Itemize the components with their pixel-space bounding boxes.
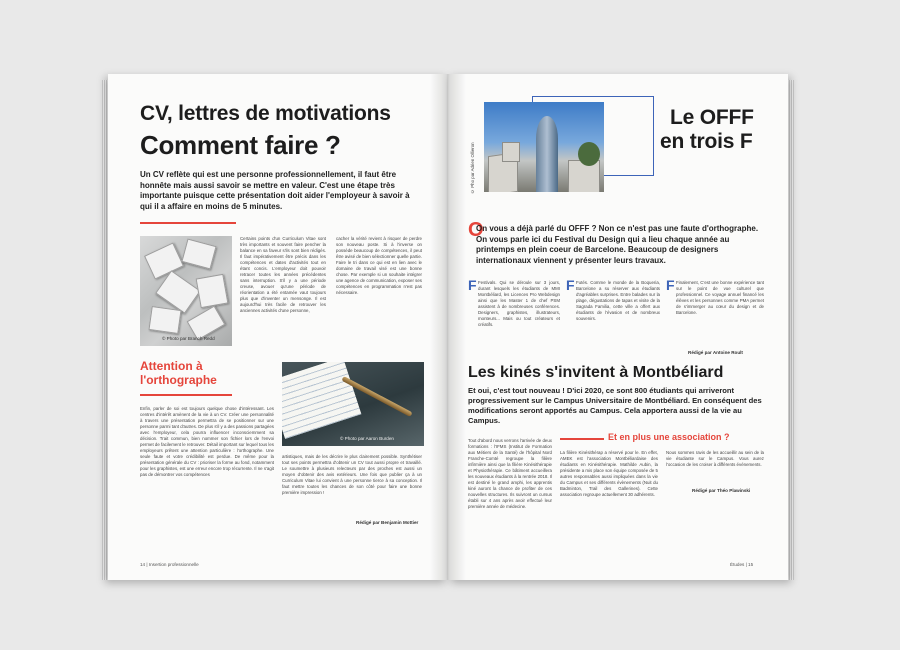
page-folio-right: Études | 15 <box>730 562 754 567</box>
article-credit: Rédigé par Benjamin Mottier <box>356 520 419 525</box>
article-bottom-col1: Enfin, parler de soi est toujours quelque chose d'intéressant. Les centres d'intérêt amènent de la vie à un CV. Créer une personnalité à travers une présentation permettra de se positionner sur une personne parmi tant d'autres. De plus s'il y a des passions partagées avec l'employeur, cela pourra influencer inconsciemment sa décision. Trait commun, bien nommer son fichier lors de l'envoi permet de facilement le retrouver. Détail important sur lequel tous les employeurs prêtent une attention particulière : l'orthographe. Une seule faute et votre crédibilité est perdue. De même pour la présentation générale du CV : prioriser la forme au fond, notamment pour les graphistes, est une erreur encore trop récurrente. Il ne s'agit pas de démontrer vos compétences <box>140 406 274 477</box>
offf-col2: Futés. Comme le monde de la Boqueria, Barcelone a su réserver aux étudiants d'agréables surprises. Entre balades sur la plage, dégustations de tapas et visite de la Sagrada Familia, cette ville a offert aux étudiants de l'évasion et de nombreux souvenirs. <box>576 280 660 321</box>
kines-subtitle: Et en plus une association ? <box>608 432 730 442</box>
article-title-line2: Comment faire ? <box>140 130 341 160</box>
article-title-line1: CV, lettres de motivations <box>140 102 391 125</box>
article-col3: cacher la vérité revient à risquer de perdre son nouveau poste. Si à l'inverse on possède beaucoup de compétences, il peut être avisé de bien sélectionner quelle partie. Faire le tri dans ce qui est en lien avec le domaine de travail visé est une bonne chose. Par exemple si un souhaite intégrer une agence de communication, exposer ses compétences en programmation n'est pas nécessaire. <box>336 236 422 295</box>
dropcap-f3: F <box>666 277 675 293</box>
offf-title-line1: Le OFFF <box>670 106 754 129</box>
article-col2: Certains points d'un Curriculum Vitae sont très importants et souvent faire pencher la balance en sa faveur s'ils sont bien rédigés. Il faut impérativement être précis dans les compétences et dates d'activités tout en étant concis. L'employeur doit pouvoir retracer toutes les années précédentes sans interruption. S'il y a une période creuse, avouer qu'une période de réorientation a été entamée vaut toujours plus que d'inventer un mensonge. Il est aujourd'hui très facile de retrouver les anciennes activités d'une personne, <box>240 236 326 313</box>
kines-col1: Tout d'abord nous verrons l'arrivée de deux formations : l'IFMS (Institut de Formation aux Métiers de la Santé) de l'hôpital Nord Franche-Comté regroupe la filière infirmière ainsi que la filière Kinésithérapie et Physiothérapie. Ce bâtiment accueillera les nouveaux étudiants à la rentrée 2018. Il est destiné le grand amphi, les apprentis kiné auront la chance de profiter de ces nouvelles structures. Ils suivront un cursus établi sur 4 ans après avoir effectué leur première année de médecine. <box>468 438 552 509</box>
photo1-caption: © Photo par Branch Redd <box>162 336 215 341</box>
photo-paper-sheets <box>140 236 232 346</box>
offf-col1: Festivals. Qui se déroule sur 3 jours, durant lesquels les étudiants de MMI Montbéliard, les Licences Pro Webdesign ainsi que les Master 1 de chef PSM assistent à de nombreuses conférences. Designers, graphistes, illustrateurs, monteurs... Mais ou tout créateurs et créatifs. <box>478 280 560 327</box>
kines-lead: Et oui, c'est tout nouveau ! D'ici 2020, ce sont 800 étudiants qui arriveront progressivement sur le Campus Universitaire de Montbéliard. En conséquent des modifications seront apportés au Campus. Cela apportera aussi de la vie au Campus. <box>468 386 762 425</box>
right-page <box>448 74 788 580</box>
dropcap-o: O <box>468 219 484 241</box>
magazine-spread <box>108 74 788 580</box>
photo-notebook-pen <box>282 362 424 446</box>
article-bottom-col2: artistiques, mais de les décrire le plus clairement possible. Synthétiser tout ses points permettra d'obtenir un CV tout aussi propre et travaillé. Le soumettre à plusieurs relecteurs par des proches est aussi un moyen d'obtenir des avis extérieurs. Une fois que publier ça à un Curriculum Vitae lui convient à une personne tierce à sa conception. Il faut mettre toutes les chances de son côté pour faire une bonne première impression ! <box>282 454 422 495</box>
red-rule <box>140 222 236 224</box>
photo-credit-vertical: © Pho par Adrien Ollieron <box>470 142 475 194</box>
page-folio-left: 14 | Insertion professionnelle <box>140 562 199 567</box>
offf-credit: Rédigé par Antoine Roult <box>688 350 743 355</box>
left-page <box>108 74 448 580</box>
section-subtitle: Attention à l'orthographe <box>140 359 217 387</box>
article-lead: Un CV reflète qui est une personne professionnellement, il faut être honnête mais aussi savoir se mettre en valeur. C'est une étape très importante puisque cette présentation doit aider l'employeur à savoir à qui il a affaire en moins de 5 minutes. <box>140 170 410 211</box>
photo2-caption: © Photo par Aaron Burden <box>340 436 394 441</box>
dropcap-f1: F <box>468 277 477 293</box>
photo-barcelona-tower <box>484 102 604 192</box>
kines-col3: Nous sommes ravis de les accueillir au sein de la vie étudiante sur le Campus. Vous aurez l'occasion de les croiser à différents événements. <box>666 450 764 467</box>
kines-col2: La filière Kinésithérap a réservé pour le. En effet, AMEK est l'association Montbéliardaise des étudiants en Kinésithérapie. Mathilde Aubin, la présidente a mis place son équipe composée de 5 autres responsables aussi impliquées dans la vie du Campus et ses différents évènements (Nuit du Badminton, Trail des Gallerines). Cette association regroupe actuellement 30 adhérents. <box>560 450 658 497</box>
page-edges-right <box>788 80 794 580</box>
dropcap-f2: F <box>566 277 575 293</box>
offf-col3: Finalement, C'est une bonne expérience tant sur le point de vue culturel que professionnel. Ce voyage annuel financé les élèves et les personnes comme PMA permet de s'immerger au cœur du design et de Barcelone. <box>676 280 764 315</box>
red-rule-2 <box>140 394 232 396</box>
offf-lead: On vous a déjà parlé du OFFF ? Non ce n'est pas une faute d'orthographe. On vous parle ici du Festival du Design qui a lieu chaque année au printemps en plein coeur de Barcelone. Beaucoup de designers internationaux viennent y présenter leurs travaux. <box>476 224 759 265</box>
offf-title-line2: en trois F <box>660 130 753 153</box>
kines-credit: Rédigé par Théo Plawinski <box>692 488 751 493</box>
red-rule-3 <box>560 438 604 440</box>
kines-headline: Les kinés s'invitent à Montbéliard <box>468 364 724 381</box>
